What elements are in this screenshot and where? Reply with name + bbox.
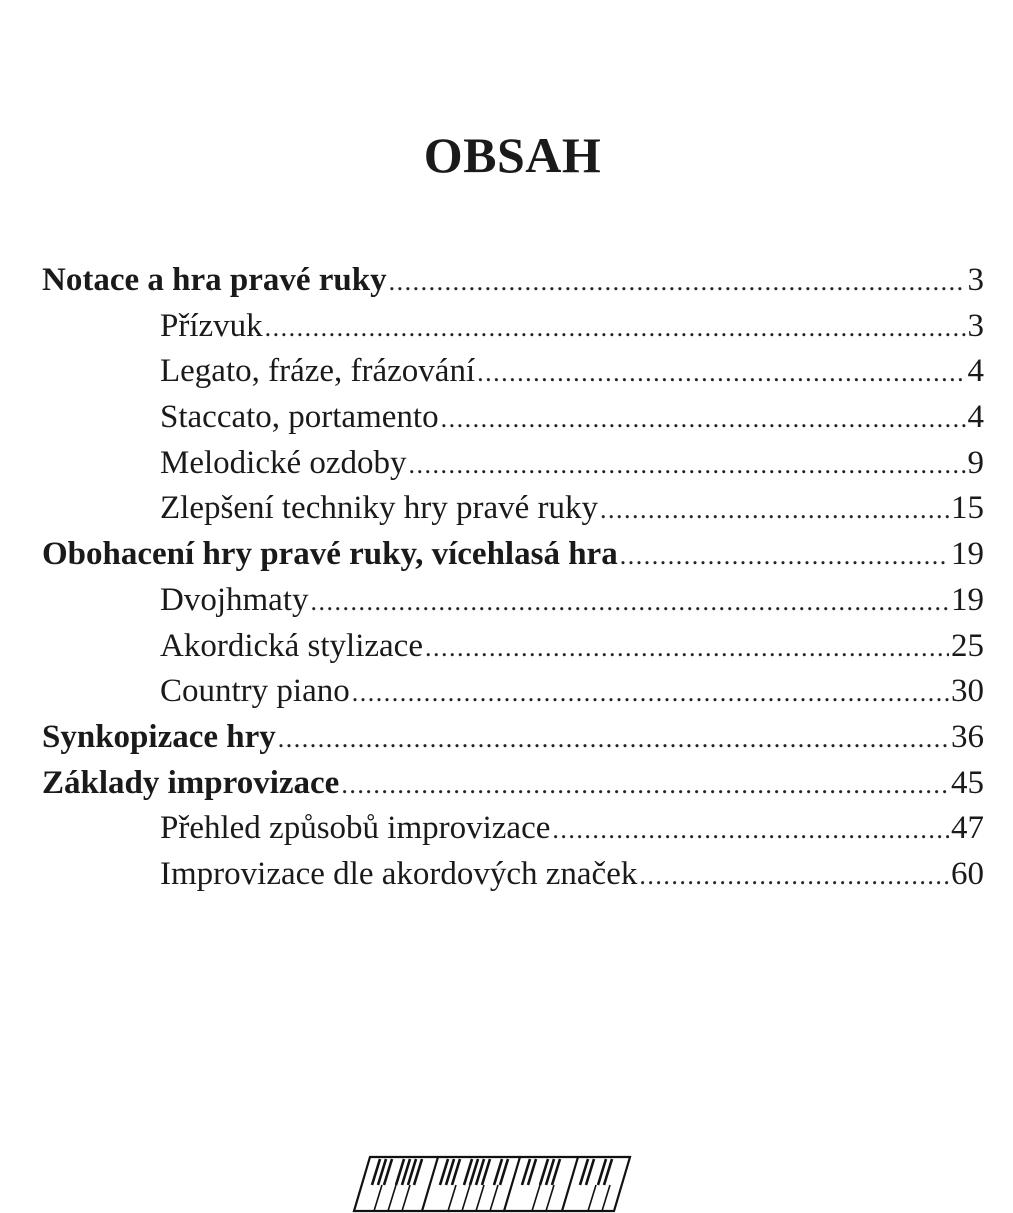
toc-entry-label: Staccato, portamento [160,399,439,436]
dot-leader [278,716,949,762]
toc-entry-zlepseni-techniky[interactable] [42,486,984,532]
toc-entry-label: Melodické ozdoby [160,444,407,481]
toc-entry-legato[interactable] [42,349,984,395]
dot-leader [620,533,949,579]
toc-entry-label: Country piano [160,673,350,710]
dot-leader [341,762,949,808]
toc-entry-synkopizace[interactable] [42,715,984,761]
toc-entry-page: 25 [951,627,984,664]
toc-entry-label: Synkopizace hry [42,718,276,755]
toc-entry-page: 3 [967,262,984,298]
dot-leader [477,350,965,396]
toc-entry-staccato[interactable] [42,395,984,441]
toc-entry-page: 30 [951,673,984,710]
toc-entry-dvojhmaty[interactable] [42,578,984,624]
dot-leader [600,487,949,533]
toc-entry-page: 4 [967,353,984,390]
dot-leader [639,853,949,899]
toc-entry-label: Obohacení hry pravé ruky, vícehlasá hra [42,536,618,573]
dot-leader [409,442,966,488]
table-of-contents [42,258,984,898]
toc-entry-page: 45 [951,764,984,801]
page-title: OBSAH [423,127,602,183]
dot-leader [389,259,966,305]
toc-entry-label: Přízvuk [160,307,263,344]
toc-entry-country-piano[interactable] [42,669,984,715]
piano-keyboard-icon [352,1155,632,1213]
toc-entry-prizvuk[interactable] [42,304,984,350]
toc-entry-page: 47 [951,810,984,847]
toc-entry-label: Přehled způsobů improvizace [160,810,551,847]
toc-entry-label: Zlepšení techniky hry pravé ruky [160,490,599,527]
dot-leader [265,305,966,351]
toc-entry-page: 60 [951,855,984,892]
toc-entry-page: 4 [967,399,984,436]
toc-entry-improvizace-dle-akordu[interactable] [42,852,984,898]
toc-entry-zaklady-improvizace[interactable] [42,761,984,807]
dot-leader [310,579,949,625]
toc-entry-page: 15 [951,490,984,527]
toc-entry-label: Notace a hra pravé ruky [42,262,387,298]
toc-entry-label: Dvojhmaty [160,581,309,618]
toc-entry-label: Legato, fráze, frázování [160,353,476,390]
toc-entry-label: Improvizace dle akordových značek [160,855,638,892]
toc-entry-page: 36 [951,718,984,755]
toc-entry-notace[interactable] [42,258,984,304]
toc-entry-label: Základy improvizace [42,764,340,801]
toc-entry-melodicke-ozdoby[interactable] [42,441,984,487]
dot-leader [552,807,949,853]
toc-entry-akordicka-stylizace[interactable] [42,624,984,670]
toc-entry-page: 3 [967,307,984,344]
toc-entry-page: 19 [951,581,984,618]
toc-entry-page: 9 [967,444,984,481]
dot-leader [425,625,949,671]
dot-leader [352,670,949,716]
dot-leader [441,396,966,442]
toc-entry-prehled-zpusobu[interactable] [42,806,984,852]
toc-entry-obohaceni[interactable] [42,532,984,578]
toc-entry-page: 19 [951,536,984,573]
toc-entry-label: Akordická stylizace [160,627,423,664]
